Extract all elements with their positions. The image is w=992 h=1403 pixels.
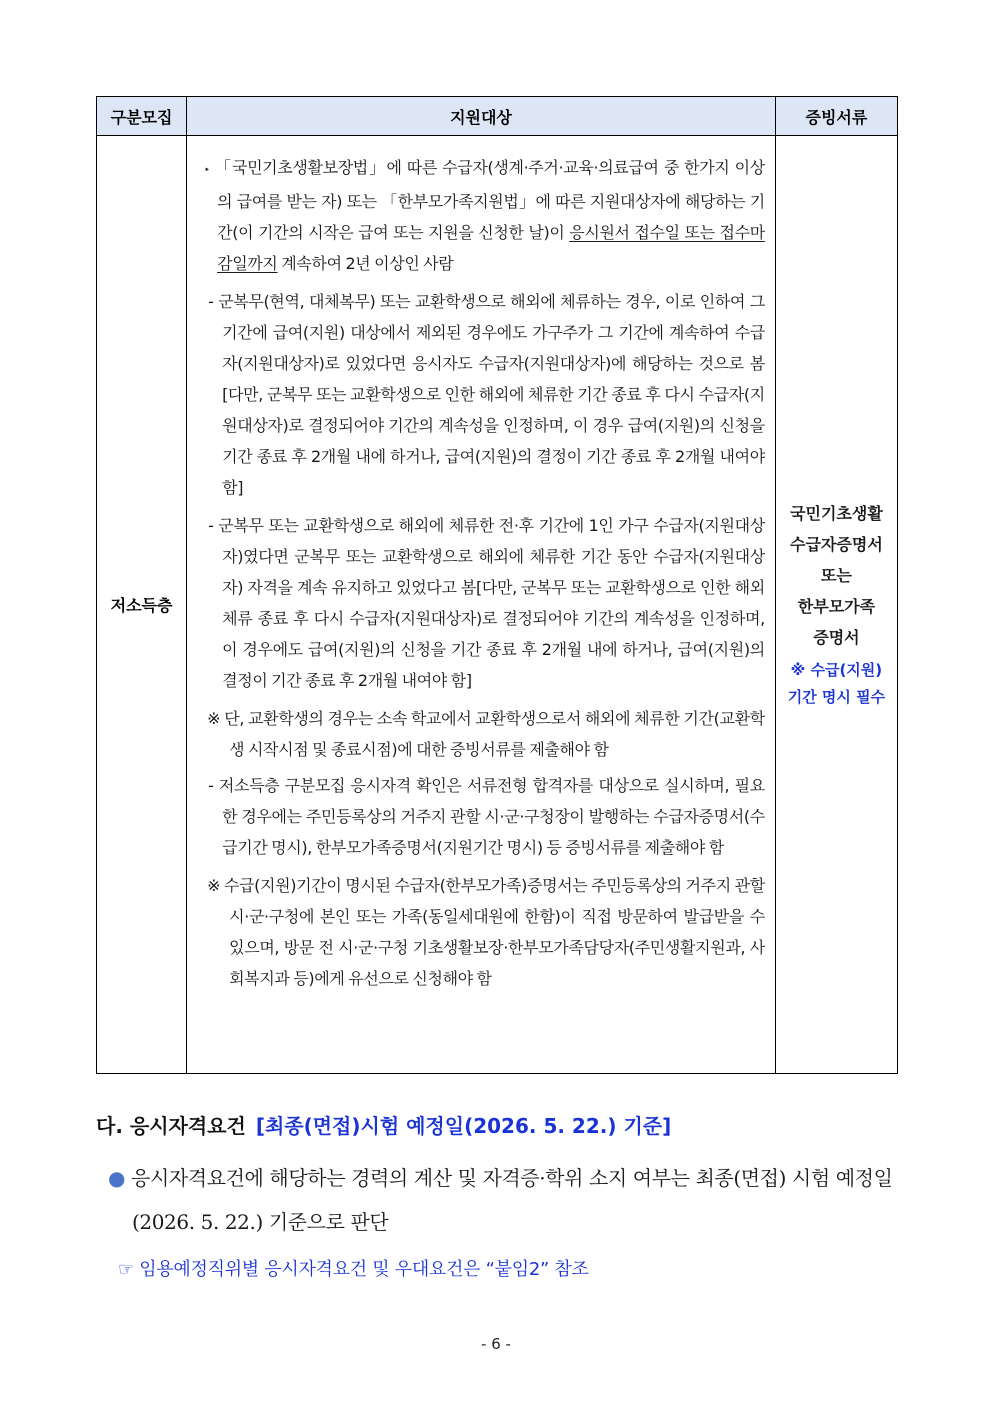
documents-note bbox=[776, 657, 897, 711]
section-title-highlight: [최종(면접)시험 예정일(2026. 5. 22.) 기준] bbox=[255, 1114, 672, 1138]
target-cell bbox=[187, 136, 776, 1074]
doc-line: 한부모가족 bbox=[797, 597, 876, 616]
main-eligibility-paragraph bbox=[197, 152, 765, 279]
main-text-underlined: 응시원서 접수일 또는 접수마감일까지 bbox=[217, 223, 765, 273]
reference-line: ☞ 임용예정직위별 응시자격요건 및 우대요건은 “붙임2” 참조 bbox=[118, 1259, 589, 1280]
doc-note-line: ※ 수급(지원) bbox=[790, 661, 883, 679]
circle-bullet-icon: ● bbox=[108, 1166, 126, 1190]
note-certificate-issuance: ※ 수급(지원)기간이 명시된 수급자(한부모가족)증명서는 주민등록상의 거주지 관할 시·군·구청에 본인 또는 가족(동일세대원에 한함)이 직접 방문하여 발급받을 수 있으며, 방문 전 시·군·구청 기초생활보장·한부모가족담당자(주민생활지원과, 사회복지과 등)에게 유선으로 신청해야 함 bbox=[207, 876, 765, 988]
header-category: 구분모집 bbox=[97, 97, 187, 136]
eligibility-basis-paragraph bbox=[108, 1156, 927, 1244]
category-cell: 저소득층 bbox=[97, 136, 187, 1074]
section-heading bbox=[96, 1110, 671, 1139]
page-number: - 6 - bbox=[481, 1335, 511, 1353]
bullet-text: 응시자격요건에 해당하는 경력의 계산 및 자격증·학위 소지 여부는 최종(면접) 시험 예정일(2026. 5. 22.) 기준으로 판단 bbox=[131, 1166, 893, 1234]
section-title: 다. 응시자격요건 bbox=[96, 1114, 246, 1138]
doc-line: 증명서 bbox=[813, 628, 860, 647]
main-text-part2: 계속하여 2년 이상인 사람 bbox=[277, 254, 454, 273]
eligibility-table bbox=[96, 96, 898, 1074]
note-exchange-student: ※ 단, 교환학생의 경우는 소속 학교에서 교환학생으로서 해외에 체류한 기간(교환학생 시작시점 및 종료시점)에 대한 증빙서류를 제출해야 함 bbox=[207, 709, 765, 759]
header-target: 지원대상 bbox=[187, 97, 776, 136]
main-text-part1: 「국민기초생활보장법」에 따른 수급자(생계·주거·교육·의료급여 중 한가지 이상의 급여를 받는 자) 또는 「한부모가족지원법」에 따른 지원대상자에 해당하는 기간(이 기간의 시작은 급여 또는 지원을 신청한 날)이 bbox=[214, 158, 765, 242]
documents-cell bbox=[775, 136, 897, 1074]
dash-item-military-exchange: - 군복무(현역, 대체복무) 또는 교환학생으로 해외에 체류하는 경우, 이로 인하여 그 기간에 급여(지원) 대상에서 제외된 경우에도 가구주가 그 기간에 계속하여 수급자(지원대상자)로 있었다면 응시자도 수급자(지원대상자)에 해당하는 것으로 봄[다만, 군복무 또는 교환학생으로 인한 해외에 체류한 기간 종료 후 다시 수급자(지원대상자)로 결정되어야 기간의 계속성을 인정하며, 이 경우 급여(지원)의 신청을 기간 종료 후 2개월 내에 하거나, 급여(지원)의 결정이 기간 종료 후 2개월 내여야 함] bbox=[208, 292, 765, 497]
header-documents: 증빙서류 bbox=[775, 97, 897, 136]
doc-line: 수급자증명서 bbox=[790, 535, 883, 554]
dash-item-single-household: - 군복무 또는 교환학생으로 해외에 체류한 전·후 기간에 1인 가구 수급자(지원대상자)였다면 군복무 또는 교환학생으로 해외에 체류한 기간 동안 수급자(지원대상자) 자격을 계속 유지하고 있었다고 봄[다만, 군복무 또는 교환학생으로 인한 해외체류 종료 후 다시 수급자(지원대상자)로 결정되어야 기간의 계속성을 인정하며, 이 경우에도 급여(지원)의 신청을 기간 종료 후 2개월 내에 하거나, 급여(지원)의 결정이 기간 종료 후 2개월 내여야 함] bbox=[208, 516, 765, 690]
doc-line: 또는 bbox=[820, 566, 852, 585]
doc-line: 국민기초생활 bbox=[790, 504, 883, 523]
triangle-bullet-icon: ‣ bbox=[204, 165, 210, 176]
dash-item-verification: - 저소득층 구분모집 응시자격 확인은 서류전형 합격자를 대상으로 실시하며, 필요한 경우에는 주민등록상의 거주지 관할 시·군·구청장이 발행하는 수급자증명서(수급기간 명시), 한부모가족증명서(지원기간 명시) 등 증빙서류를 제출해야 함 bbox=[208, 776, 765, 857]
table-row bbox=[97, 136, 898, 1074]
documents-list bbox=[776, 498, 897, 653]
table-header-row bbox=[97, 97, 898, 136]
doc-note-line: 기간 명시 필수 bbox=[787, 688, 886, 706]
